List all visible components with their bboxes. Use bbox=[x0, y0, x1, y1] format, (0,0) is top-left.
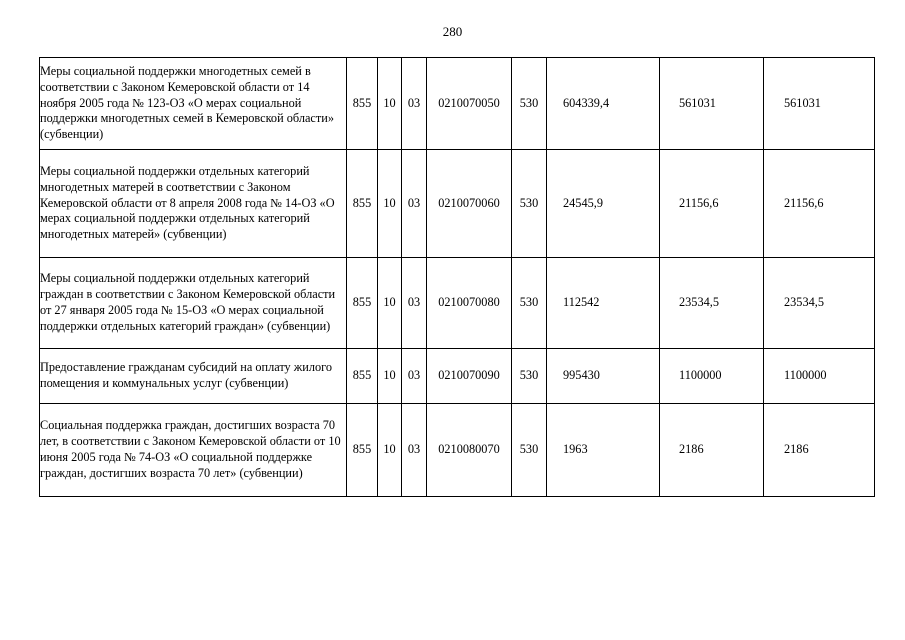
amount-2-cell bbox=[660, 404, 764, 497]
subsection-code-cell: 03 bbox=[402, 349, 427, 404]
subsection-code-cell: 03 bbox=[402, 58, 427, 150]
expense-type-cell: 530 bbox=[512, 404, 547, 497]
row-name-cell: Социальная поддержка граждан, достигших возраста 70 лет, в соответствии с Законом Кемеровской области от 10 июня 2005 года № 74-ОЗ «О социальной поддержке граждан, достигших возраста 70 лет» (субвенции) bbox=[40, 404, 347, 497]
table-row bbox=[40, 349, 875, 404]
table-row bbox=[40, 58, 875, 150]
amount-2-value: 1100000 bbox=[679, 368, 722, 383]
subsection-code-cell: 03 bbox=[402, 258, 427, 349]
ministry-code-cell: 855 bbox=[347, 349, 378, 404]
ministry-code-cell: 855 bbox=[347, 258, 378, 349]
amount-1-value: 995430 bbox=[563, 368, 600, 383]
ministry-code-cell: 855 bbox=[347, 58, 378, 150]
target-article-cell: 0210080070 bbox=[427, 404, 512, 497]
amount-3-cell bbox=[764, 258, 875, 349]
expense-type-cell: 530 bbox=[512, 58, 547, 150]
amount-1-cell bbox=[547, 349, 660, 404]
expense-type-cell: 530 bbox=[512, 349, 547, 404]
page-number: 280 bbox=[442, 24, 463, 39]
table-row bbox=[40, 150, 875, 258]
amount-3-value: 2186 bbox=[784, 442, 809, 457]
budget-table bbox=[39, 57, 875, 497]
ministry-code-cell: 855 bbox=[347, 150, 378, 258]
row-name-cell: Меры социальной поддержки отдельных категорий многодетных матерей в соответствии с Законом Кемеровской области от 8 апреля 2008 года № 14-ОЗ «О мерах социальной поддержки отдельных категорий многодетных матерей» (субвенции) bbox=[40, 150, 347, 258]
amount-2-cell bbox=[660, 58, 764, 150]
amount-3-cell bbox=[764, 349, 875, 404]
expense-type-cell: 530 bbox=[512, 150, 547, 258]
amount-1-cell bbox=[547, 150, 660, 258]
amount-1-value: 1963 bbox=[563, 442, 588, 457]
amount-2-value: 21156,6 bbox=[679, 195, 719, 210]
target-article-cell: 0210070080 bbox=[427, 258, 512, 349]
amount-3-value: 1100000 bbox=[784, 368, 827, 383]
section-code-cell: 10 bbox=[378, 258, 402, 349]
amount-1-value: 604339,4 bbox=[563, 95, 610, 110]
table-row bbox=[40, 258, 875, 349]
amount-2-value: 2186 bbox=[679, 442, 704, 457]
section-code-cell: 10 bbox=[378, 349, 402, 404]
amount-1-cell bbox=[547, 58, 660, 150]
target-article-cell: 0210070060 bbox=[427, 150, 512, 258]
amount-3-cell bbox=[764, 58, 875, 150]
target-article-cell: 0210070050 bbox=[427, 58, 512, 150]
expense-type-cell: 530 bbox=[512, 258, 547, 349]
amount-2-cell bbox=[660, 150, 764, 258]
amount-2-cell bbox=[660, 258, 764, 349]
section-code-cell: 10 bbox=[378, 404, 402, 497]
subsection-code-cell: 03 bbox=[402, 150, 427, 258]
section-code-cell: 10 bbox=[378, 150, 402, 258]
subsection-code-cell: 03 bbox=[402, 404, 427, 497]
amount-3-value: 23534,5 bbox=[784, 295, 824, 310]
section-code-cell: 10 bbox=[378, 58, 402, 150]
row-name-cell: Меры социальной поддержки отдельных категорий граждан в соответствии с Законом Кемеровской области от 27 января 2005 года № 15-ОЗ «О мерах социальной поддержки отдельных категорий граждан» (субвенции) bbox=[40, 258, 347, 349]
amount-1-value: 112542 bbox=[563, 295, 600, 310]
ministry-code-cell: 855 bbox=[347, 404, 378, 497]
amount-3-cell bbox=[764, 404, 875, 497]
amount-2-cell bbox=[660, 349, 764, 404]
amount-1-cell bbox=[547, 258, 660, 349]
amount-1-value: 24545,9 bbox=[563, 195, 603, 210]
table-row bbox=[40, 404, 875, 497]
target-article-cell: 0210070090 bbox=[427, 349, 512, 404]
row-name-cell: Предоставление гражданам субсидий на оплату жилого помещения и коммунальных услуг (субвенции) bbox=[40, 349, 347, 404]
amount-2-value: 23534,5 bbox=[679, 295, 719, 310]
amount-3-value: 21156,6 bbox=[784, 195, 824, 210]
row-name-cell: Меры социальной поддержки многодетных семей в соответствии с Законом Кемеровской области от 14 ноября 2005 года № 123-ОЗ «О мерах социальной поддержки многодетных семей в Кемеровской области» (субвенции) bbox=[40, 58, 347, 150]
amount-3-cell bbox=[764, 150, 875, 258]
amount-3-value: 561031 bbox=[784, 95, 821, 110]
amount-2-value: 561031 bbox=[679, 95, 716, 110]
amount-1-cell bbox=[547, 404, 660, 497]
